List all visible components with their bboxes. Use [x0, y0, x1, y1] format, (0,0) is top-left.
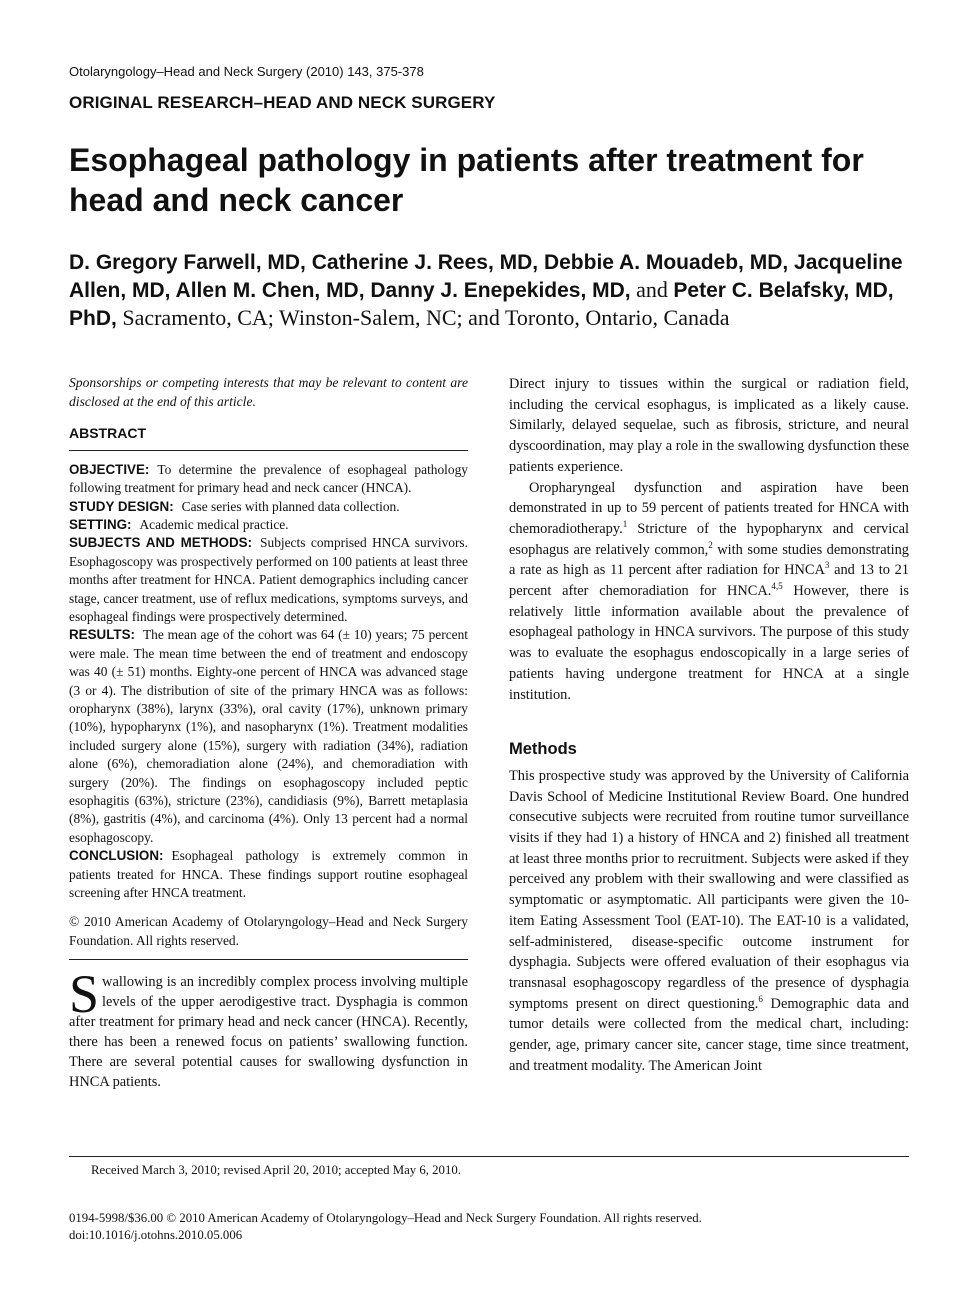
body-text: However, there is relatively little information available about the prevalence of esophageal pathology in HNCA survivors. The purpose of this study was to evaluate the esophagus endoscopically in a large series of patients having undergone treatment for HNCA at a single institution.: [509, 583, 910, 703]
journal-reference: Otolaryngology–Head and Neck Surgery (2010) 143, 375-378: [69, 64, 424, 79]
body-paragraph: [509, 766, 909, 1077]
abstract-label: SUBJECTS AND METHODS:: [69, 535, 253, 551]
body-text: and 13 to 21 percent after chemoradiation for HNCA.: [509, 562, 909, 600]
abstract-setting: [69, 516, 468, 534]
article-title: Esophageal pathology in patients after treatment for head and neck cancer: [69, 142, 864, 218]
abstract-label: SETTING:: [69, 516, 132, 532]
left-column: [69, 374, 468, 1092]
body-text: Oropharyngeal dysfunction and aspiration have been demonstrated in up to 59 percent of patients treated for HNCA with chemoradiotherapy.: [509, 479, 909, 537]
abstract-text: To determine the prevalence of esophageal pathology following treatment for primary head and neck cancer (HNCA).: [69, 461, 468, 496]
abstract-text: Case series with planned data collection.: [181, 498, 400, 514]
abstract-label: RESULTS:: [69, 627, 135, 643]
body-paragraph: Direct injury to tissues within the surgical or radiation field, including the cervical esophagus, is implicated as a likely cause. Similarly, delayed sequelae, such as fibrosis, stricture, and neural dyscoordination, may play a role in the swallowing dysfunction these patients experience.: [509, 376, 909, 475]
body-text: Demographic data and tumor details were collected from the medical chart, including: gender, age, primary cancer site, cancer stage, time since treatment, and treatment modality. The American Joint: [509, 995, 909, 1074]
footer-divider: [69, 1156, 909, 1157]
citation-ref[interactable]: 3: [824, 560, 830, 571]
abstract-text: Academic medical practice.: [139, 516, 289, 532]
body-paragraph: [509, 478, 909, 706]
abstract-conclusion: [69, 847, 468, 902]
section-label: ORIGINAL RESEARCH–HEAD AND NECK SURGERY: [69, 93, 496, 112]
author-names-last: Peter C. Belafsky, MD, PhD,: [69, 279, 894, 330]
received-dates: Received March 3, 2010; revised April 20, 2010; accepted May 6, 2010.: [91, 1163, 461, 1177]
body-text: This prospective study was approved by the University of California Davis School of Medicine Institutional Review Board. One hundred consecutive subjects were recruited from routine tumor surveillance visits if they had 1) a history of HNCA and 2) finished all treatment at least three months prior to recruitment. Subjects were asked if they perceived any problem with their swallowing and were classified as symptomatic or asymptomatic. All participants were given the 10-item Eating Assessment Tool (EAT-10). The EAT-10 is a validated, self-administered, disease-specific outcome instrument for dysphagia. Subjects were offered evaluation of their esophagus via transnasal esophagoscopy regardless of the presence of dysphagia symptoms present on direct questioning.: [509, 767, 909, 1012]
abstract-text: Subjects comprised HNCA survivors. Esophagoscopy was prospectively performed on 100 patients at least three months after treatment for HNCA. Patient demographics including cancer stage, cancer treatment, use of reflux medications, symptoms surveys, and esophageal findings were prospectively determined.: [69, 535, 468, 624]
intro-text: wallowing is an incredibly complex process involving multiple levels of the upper aerodigestive tract. Dysphagia is common after treatment for primary head and neck cancer (HNCA). Recently, there has been a renewed focus on patients’ swallowing function. There are several potential causes for swallowing dysfunction in HNCA patients.: [69, 974, 468, 1091]
abstract-objective: [69, 461, 468, 498]
right-column: [509, 374, 909, 1077]
issn-line: 0194-5998/$36.00 © 2010 American Academy of Otolaryngology–Head and Neck Surgery Foundation. All rights reserved.: [69, 1211, 702, 1225]
abstract-copyright: © 2010 American Academy of Otolaryngology–Head and Neck Surgery Foundation. All rights reserved.: [69, 912, 468, 960]
author-locations: Sacramento, CA; Winston-Salem, NC; and Toronto, Ontario, Canada: [116, 305, 730, 330]
author-list: [69, 248, 929, 332]
methods-heading: Methods: [509, 740, 577, 759]
abstract-results: [69, 626, 468, 847]
body-text: with some studies demonstrating a rate as high as 11 percent after radiation for HNCA: [509, 541, 909, 579]
abstract-study-design: [69, 498, 468, 516]
citation-ref[interactable]: 4,5: [771, 581, 783, 592]
abstract-text: Esophageal pathology is extremely common in patients treated for HNCA. These findings support routine esophageal screening after HNCA treatment.: [69, 848, 468, 901]
body-text: Stricture of the hypopharynx and cervical esophagus are relatively common,: [509, 520, 909, 558]
citation-ref[interactable]: 2: [708, 539, 713, 550]
sponsorship-note: Sponsorships or competing interests that may be relevant to content are disclosed at the end of this article.: [69, 375, 468, 409]
abstract-heading: ABSTRACT: [69, 423, 468, 451]
citation-ref[interactable]: 6: [758, 993, 763, 1004]
citation-ref[interactable]: 1: [622, 519, 628, 530]
abstract-label: CONCLUSION:: [69, 848, 164, 864]
author-names: D. Gregory Farwell, MD, Catherine J. Rees, MD, Debbie A. Mouadeb, MD, Jacqueline Allen, MD, Allen M. Chen, MD, Danny J. Enepekides, MD,: [69, 251, 903, 302]
abstract-label: OBJECTIVE:: [69, 461, 150, 477]
intro-paragraph: [69, 964, 468, 1092]
abstract-body: [69, 461, 468, 903]
abstract-subjects-methods: [69, 534, 468, 626]
abstract-label: STUDY DESIGN:: [69, 498, 174, 514]
drop-cap: S: [69, 964, 100, 1025]
abstract-text: The mean age of the cohort was 64 (± 10) years; 75 percent were male. The mean time between the end of treatment and endoscopy was 40 (± 51) months. Eighty-one percent of HNCA was advanced stage (3 or 4). The distribution of site of the primary HNCA was as follows: oropharynx (38%), larynx (33%), oral cavity (17%), unknown primary (10%), hypopharynx (1%), and nasopharynx (1%). Treatment modalities included surgery alone (15%), surgery with radiation (34%), radiation alone (6%), chemoradiation alone (24%), and chemoradiation with surgery (20%). The findings on esophagoscopy included peptic esophagitis (63%), stricture (23%), candidiasis (9%), Barrett metaplasia (8%), gastritis (4%), and carcinoma (4%). Only 13 percent had a normal esophagoscopy.: [69, 627, 468, 845]
doi-link[interactable]: doi:10.1016/j.otohns.2010.05.006: [69, 1228, 243, 1242]
author-conjunction: and: [630, 277, 674, 302]
